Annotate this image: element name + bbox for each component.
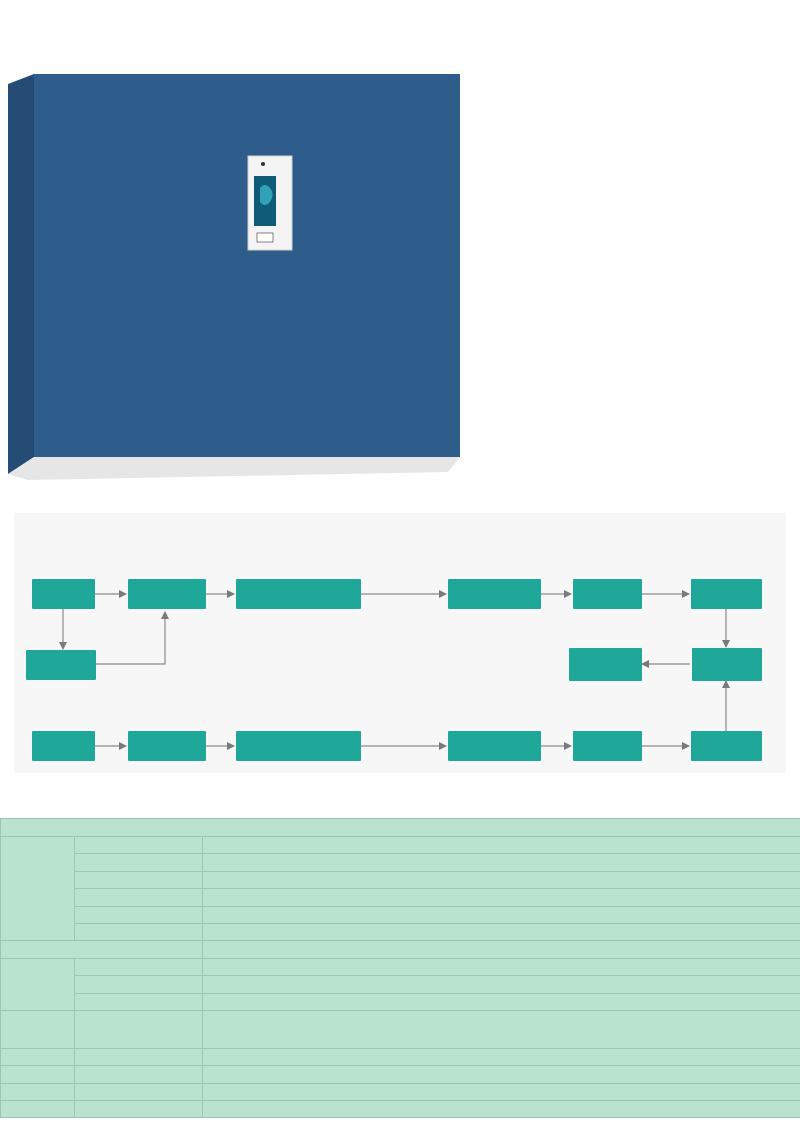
- flow-box-close-door: [692, 648, 762, 681]
- spec-title-row: [1, 819, 800, 837]
- spec-value: [203, 889, 800, 906]
- table-row: [1, 941, 800, 958]
- terminal-button: [257, 233, 273, 242]
- spec-label: [75, 871, 203, 888]
- flow-box-end: [569, 648, 642, 681]
- spec-value: [203, 1083, 800, 1100]
- spec-label: [75, 837, 203, 854]
- flow-diagram: [14, 513, 786, 773]
- spec-value: [203, 871, 800, 888]
- cabinet-frame: [34, 74, 460, 457]
- spec-table: [0, 818, 800, 1118]
- table-row: [1, 923, 800, 940]
- flow-box-start-store: [128, 579, 206, 609]
- spec-value: [203, 854, 800, 871]
- flow-box-store-file: [691, 579, 762, 609]
- spec-value: [203, 923, 800, 940]
- spec-empty-cell: [1, 1066, 75, 1083]
- table-row: [1, 837, 800, 854]
- spec-value: [203, 1066, 800, 1083]
- spec-value: [203, 1048, 800, 1065]
- flow-box-start-pick: [128, 731, 206, 761]
- table-row: [1, 1066, 800, 1083]
- spec-label: [75, 854, 203, 871]
- spec-label: [75, 958, 203, 975]
- flow-box-open-door-2: [573, 731, 642, 761]
- flow-box-courier: [32, 579, 95, 609]
- cabinet-shadow: [8, 457, 460, 480]
- spec-label: [75, 976, 203, 993]
- spec-label: [75, 1066, 203, 1083]
- flow-box-receiver: [32, 731, 95, 761]
- spec-label: [75, 1083, 203, 1100]
- table-row: [1, 1101, 800, 1118]
- table-row: [1, 871, 800, 888]
- table-row: [1, 1010, 800, 1048]
- spec-category-display: [1, 837, 75, 941]
- spec-empty-cell: [1, 1101, 75, 1118]
- arrow-phone-store: [95, 612, 165, 664]
- table-row: [1, 906, 800, 923]
- flow-box-id-auth-2: [236, 731, 361, 761]
- spec-value: [203, 906, 800, 923]
- spec-value: [203, 1101, 800, 1118]
- cabinet-drawing: [8, 72, 460, 482]
- flow-box-show-pick: [448, 731, 541, 761]
- table-row: [1, 854, 800, 871]
- table-row: [1, 1048, 800, 1065]
- spec-label: [75, 889, 203, 906]
- flow-box-select-empty: [448, 579, 541, 609]
- spec-empty-cell: [1, 1048, 75, 1065]
- spec-label: [75, 906, 203, 923]
- table-row: [1, 958, 800, 975]
- spec-value: [203, 1010, 800, 1048]
- cabinet-side-panel: [8, 74, 34, 474]
- spec-label: [75, 993, 203, 1010]
- spec-value: [203, 993, 800, 1010]
- spec-value: [203, 837, 800, 854]
- spec-category-product: [1, 1010, 75, 1048]
- spec-title: [1, 819, 800, 837]
- spec-value: [203, 941, 800, 958]
- spec-label: [75, 1101, 203, 1118]
- table-row: [1, 1083, 800, 1100]
- spec-empty-cell: [1, 1083, 75, 1100]
- spec-category-system: [1, 941, 203, 958]
- camera-icon: [261, 162, 265, 166]
- spec-value: [203, 976, 800, 993]
- spec-value: [203, 958, 800, 975]
- table-row: [1, 993, 800, 1010]
- table-row: [1, 889, 800, 906]
- flow-box-id-auth-1: [236, 579, 361, 609]
- flow-box-open-door-1: [573, 579, 642, 609]
- spec-label: [75, 1048, 203, 1065]
- cabinet-illustration: [8, 72, 460, 482]
- spec-label: [75, 923, 203, 940]
- flow-box-take-file: [691, 731, 762, 761]
- spec-category-electronic: [1, 958, 75, 1010]
- spec-label: [75, 1010, 203, 1048]
- table-row: [1, 976, 800, 993]
- flow-box-phone-register: [26, 650, 96, 680]
